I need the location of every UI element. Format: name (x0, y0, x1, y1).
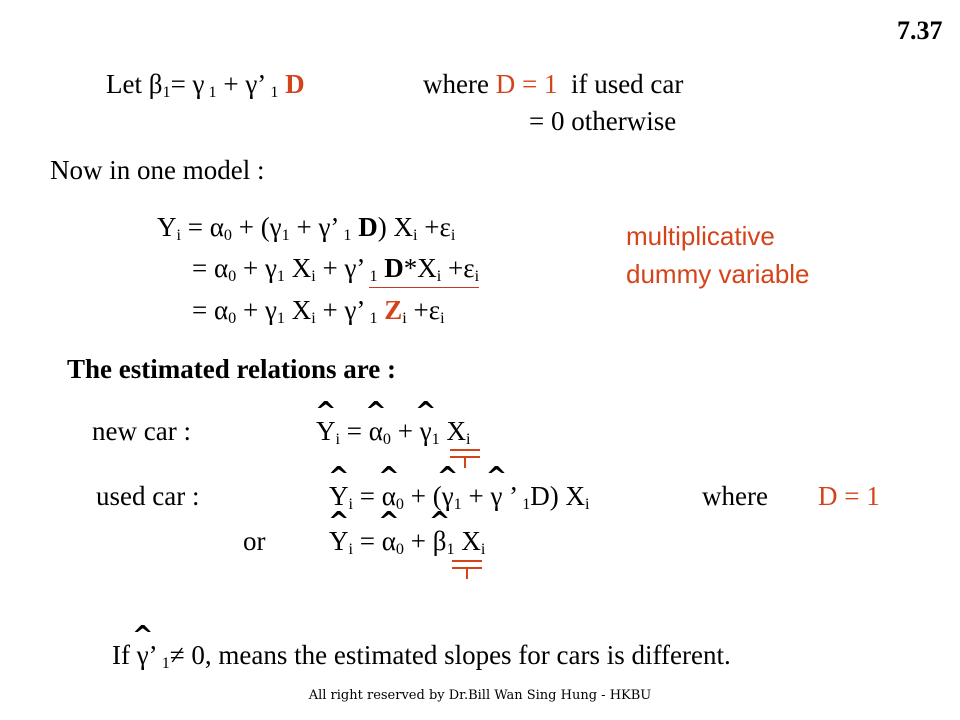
model-intro: Now in one model : (50, 155, 265, 185)
underline-dx (369, 287, 479, 288)
where-clause: where D = 1 if used car (423, 69, 684, 99)
label-new-car: new car : (92, 416, 191, 446)
annotation-line-1: multiplicative (626, 221, 775, 251)
slide-number: 7.37 (897, 16, 943, 45)
otherwise-clause: = 0 otherwise (529, 106, 677, 136)
conclusion: If ^ γ’ $_1$≠ 0, means the estimated slopes for cars is different. (112, 642, 731, 669)
estimated-heading: The estimated relations are : (67, 354, 396, 384)
label-used-car: used car : (96, 481, 200, 511)
model-eq-2: = $\alpha_0 + \gamma_1$ $X_i + \gamma$’ $_1$ $D*X_i +\varepsilon_i$ (192, 253, 480, 286)
model-eq-1: $Y_i = \alpha_0 + (\gamma_1 + \gamma$’ $_1$ D) $X_i +\varepsilon_i$ (157, 212, 456, 245)
footer-copyright: All right reserved by Dr.Bill Wan Sing Hung - HKBU (308, 688, 652, 703)
annotation-line-2: dummy variable (626, 259, 810, 289)
label-where: where (702, 481, 768, 511)
where-condition: D = 1 (818, 481, 880, 511)
dummy-d: D (285, 69, 305, 99)
model-eq-3: = $\alpha_0 + \gamma_1$ $X_i + \gamma$’ $_1$ $Z_i +\varepsilon_i$ (192, 295, 445, 328)
used-car-equation: ^ $Y_i$ = ^ $\alpha_0$ + (^ $\gamma_1$ + ^ γ ’ $_1$D) $X_i$ (329, 483, 590, 510)
beta-definition: Let $\beta_1= \gamma$ $_1$ + γ’ $_1$ D (106, 69, 305, 102)
label-or: or (243, 526, 266, 556)
new-car-equation: ^ $Y_i$ = ^ $\alpha_0$ + ^ $\gamma_1$ $X_i$ (316, 418, 471, 445)
or-equation: ^ $Y_i$ = ^ $\alpha_0$ + ^ $\beta_1$ $X_i$ (329, 528, 485, 555)
